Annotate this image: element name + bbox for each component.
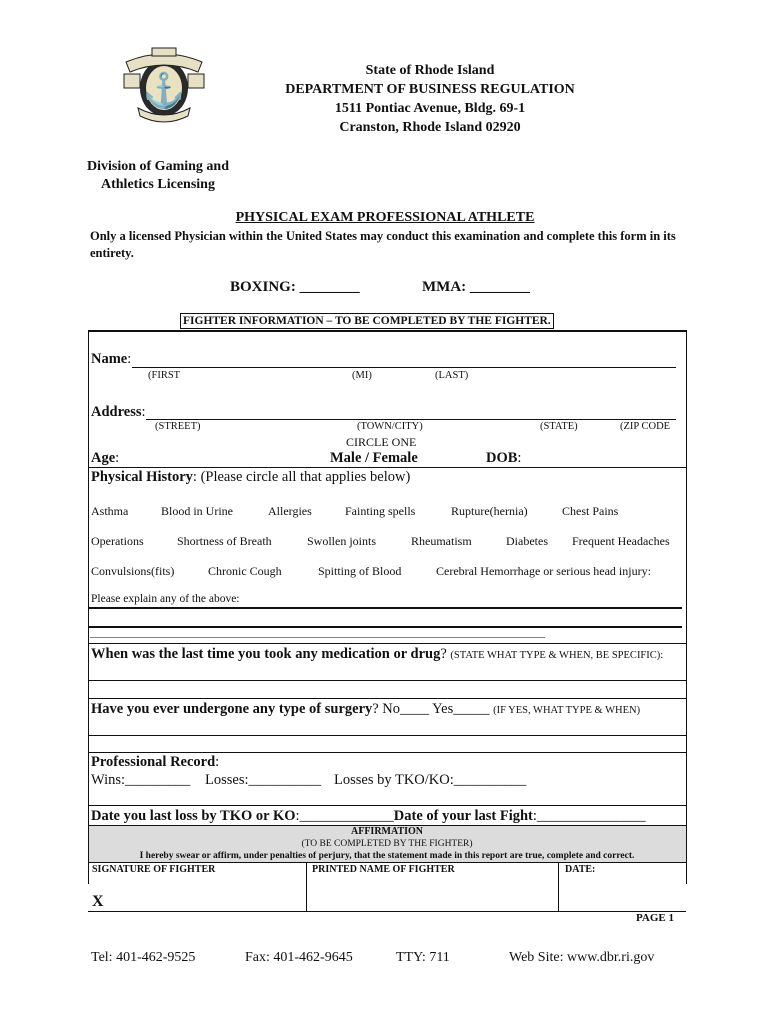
header-line-4: Cranston, Rhode Island 02920 <box>339 120 521 135</box>
medication-note: (STATE WHAT TYPE & WHEN, BE SPECIFIC): <box>450 650 664 661</box>
wins-field[interactable]: Wins:_________ <box>91 772 191 788</box>
last-loss-label: Date you last loss by TKO or KO <box>91 808 296 824</box>
condition-item[interactable]: Rheumatism <box>411 534 472 548</box>
address-input-line[interactable] <box>146 419 676 420</box>
surgery-question-text: Have you ever undergone any type of surgery <box>91 701 373 717</box>
surgery-question <box>91 701 640 718</box>
address-zip-caption: (ZIP CODE <box>620 421 671 432</box>
surgery-answer-blanks[interactable]: ? No____ Yes_____ <box>372 701 490 717</box>
footer-website[interactable]: Web Site: www.dbr.ri.gov <box>509 950 655 965</box>
address-state-caption: (STATE) <box>540 421 578 432</box>
division-line-1: Division of Gaming and <box>87 159 229 174</box>
losses-field[interactable]: Losses:__________ <box>205 772 321 788</box>
divider <box>88 698 686 699</box>
last-fight-label: Date of your last Fight <box>393 808 533 824</box>
explain-input-line-1[interactable] <box>88 607 682 609</box>
age-label: Age: <box>91 450 120 466</box>
medication-qmark: ? <box>440 646 447 662</box>
mma-field[interactable]: MMA: ________ <box>422 279 530 295</box>
divider <box>88 911 686 912</box>
header-line-3: 1511 Pontiac Avenue, Bldg. 69-1 <box>334 101 526 116</box>
address-label: Address: <box>91 404 146 420</box>
condition-item[interactable]: Blood in Urine <box>161 504 233 518</box>
condition-item[interactable]: Shortness of Breath <box>177 534 272 548</box>
explain-label: Please explain any of the above: <box>91 593 240 605</box>
affirmation-title: AFFIRMATION <box>350 826 424 837</box>
medication-question-text: When was the last time you took any medication or drug <box>91 646 441 662</box>
divider <box>88 735 686 736</box>
name-first-caption: (FIRST <box>148 370 181 381</box>
address-town-caption: (TOWN/CITY) <box>357 421 423 432</box>
intro-text: Only a licensed Physician within the United States may conduct this examination and complete this form in its entirety. <box>90 229 676 260</box>
form-title: PHYSICAL EXAM PROFESSIONAL ATHLETE <box>235 210 535 225</box>
surgery-note: (IF YES, WHAT TYPE & WHEN) <box>493 705 641 716</box>
condition-item[interactable]: Chronic Cough <box>208 564 282 578</box>
record-label-text: Professional Record <box>91 754 216 770</box>
condition-item[interactable]: Allergies <box>268 504 312 518</box>
divider <box>88 467 686 468</box>
divider <box>88 643 686 644</box>
affirmation-subtitle: (TO BE COMPLETED BY THE FIGHTER) <box>301 839 473 849</box>
svg-text:⚓: ⚓ <box>142 71 186 111</box>
condition-item[interactable]: Operations <box>91 534 144 548</box>
signature-divider <box>306 862 307 911</box>
condition-item[interactable]: Diabetes <box>506 534 548 548</box>
signature-x-mark[interactable]: X <box>92 893 104 910</box>
last-fight-field[interactable]: :_______________ <box>532 808 646 824</box>
division-name <box>87 158 229 194</box>
date-divider <box>558 862 559 911</box>
condition-item[interactable]: Chest Pains <box>562 504 619 518</box>
header-block <box>230 61 630 137</box>
explain-input-line-3[interactable]: ___________________________________________________________________________________________ <box>90 628 545 639</box>
divider <box>88 752 686 753</box>
name-last-caption: (LAST) <box>435 370 469 381</box>
medication-question <box>91 646 663 663</box>
last-loss-field[interactable]: :_____________ <box>295 808 394 824</box>
footer-tel: Tel: 401-462-9525 <box>91 950 196 965</box>
name-label: Name: <box>91 351 132 367</box>
divider <box>88 862 686 863</box>
condition-item[interactable]: Rupture(hernia) <box>451 504 528 518</box>
page-number: PAGE 1 <box>636 912 674 924</box>
fighter-info-section-header: FIGHTER INFORMATION – TO BE COMPLETED BY THE FIGHTER. <box>180 313 554 329</box>
circle-one-caption: CIRCLE ONE <box>346 435 417 449</box>
name-label-text: Name <box>91 351 128 367</box>
divider <box>88 330 686 332</box>
dob-label-text: DOB <box>486 450 518 466</box>
header-line-2: DEPARTMENT OF BUSINESS REGULATION <box>285 82 575 97</box>
date-label: DATE: <box>565 864 596 875</box>
divider <box>88 680 686 681</box>
physical-history-header: Physical History: (Please circle all that applies below) <box>91 469 411 485</box>
physical-history-instruction: (Please circle all that applies below) <box>200 469 411 485</box>
condition-item[interactable]: Cerebral Hemorrhage or serious head injury: <box>436 564 651 578</box>
affirmation-statement: I hereby swear or affirm, under penalties of perjury, that the statement made in this report are true, complete and correct. <box>139 851 635 861</box>
tko-losses-field[interactable]: Losses by TKO/KO:__________ <box>334 772 527 788</box>
divider <box>88 805 686 806</box>
header-line-1: State of Rhode Island <box>365 63 495 78</box>
dob-label: DOB: <box>486 450 522 466</box>
condition-item[interactable]: Fainting spells <box>345 504 416 518</box>
condition-item[interactable]: Asthma <box>91 504 129 518</box>
address-street-caption: (STREET) <box>155 421 201 432</box>
condition-item[interactable]: Convulsions(fits) <box>91 564 175 578</box>
age-label-text: Age <box>91 450 116 466</box>
physical-history-label: Physical History <box>91 469 193 485</box>
division-line-2: Athletics Licensing <box>101 177 215 192</box>
signature-label: SIGNATURE OF FIGHTER <box>92 864 216 875</box>
condition-item[interactable]: Swollen joints <box>307 534 377 548</box>
address-label-text: Address <box>91 404 142 420</box>
record-label: Professional Record: <box>91 754 220 770</box>
name-mi-caption: (MI) <box>352 370 372 381</box>
condition-item[interactable]: Spitting of Blood <box>318 564 402 578</box>
condition-item[interactable]: Frequent Headaches <box>572 534 670 548</box>
boxing-field[interactable]: BOXING: ________ <box>230 279 360 295</box>
gender-choice[interactable]: Male / Female <box>330 450 418 466</box>
footer-tty: TTY: 711 <box>396 950 450 965</box>
last-loss-row <box>91 808 646 825</box>
printed-name-label: PRINTED NAME OF FIGHTER <box>312 864 455 875</box>
state-seal <box>118 44 210 126</box>
footer-fax: Fax: 401-462-9645 <box>245 950 353 965</box>
form-border-right <box>686 330 687 884</box>
name-input-line[interactable] <box>132 367 676 368</box>
